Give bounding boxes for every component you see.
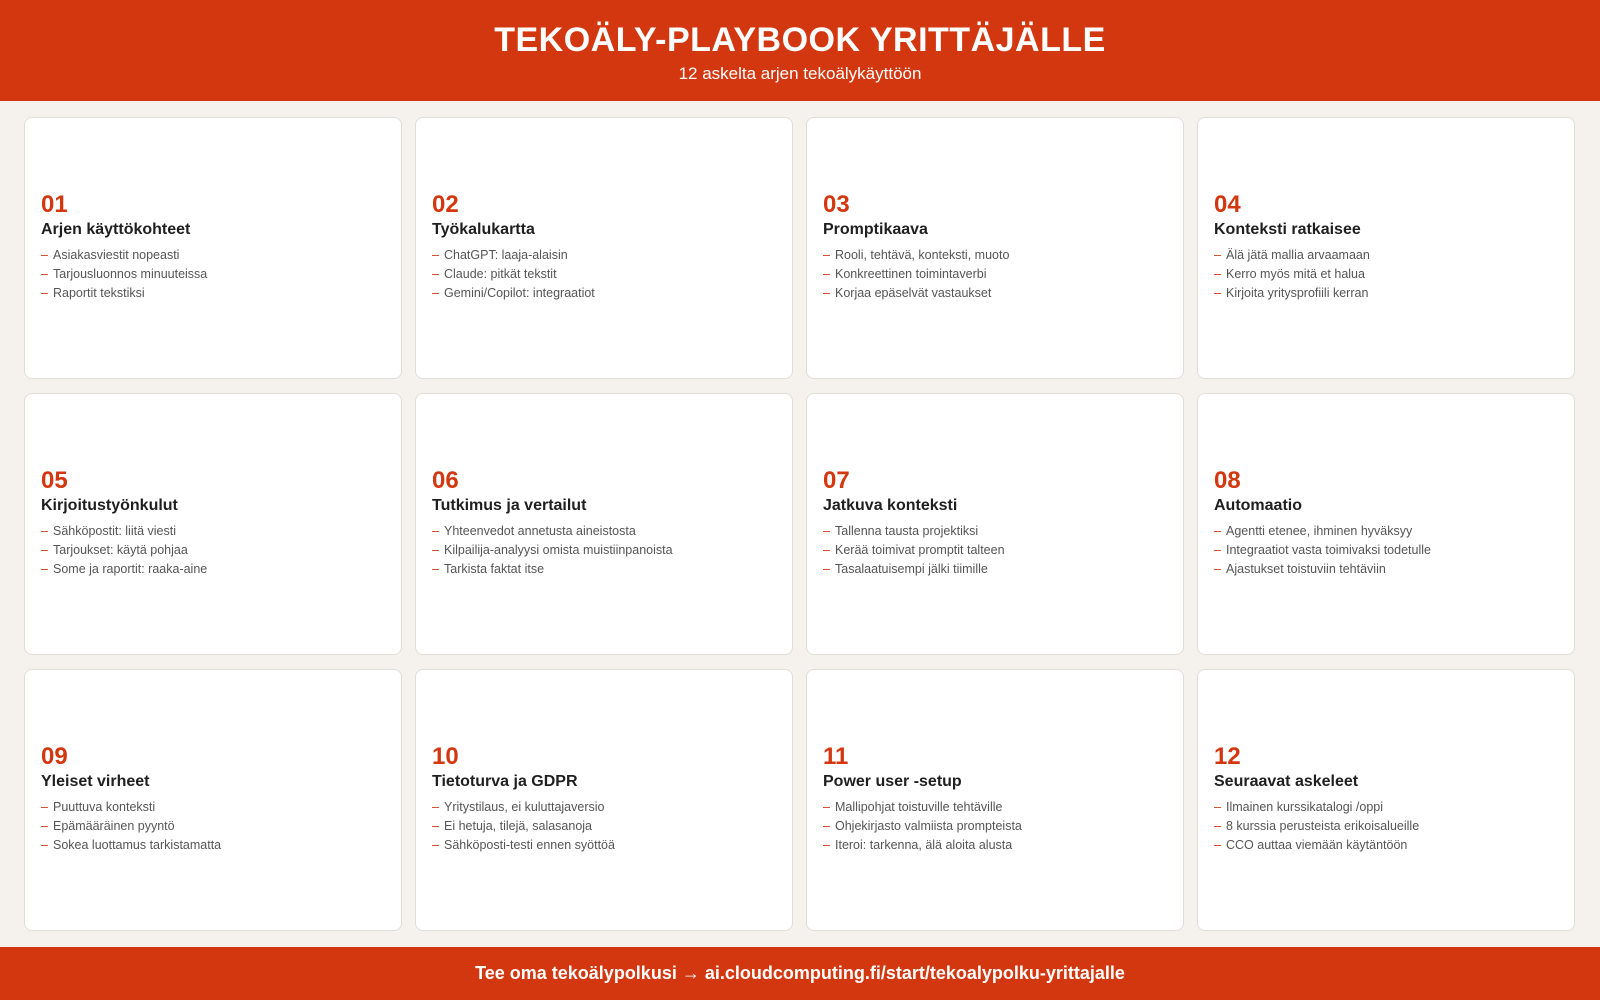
step-bullet-text: Ilmainen kurssikatalogi /oppi <box>1226 800 1384 814</box>
step-title: Tietoturva ja GDPR <box>432 773 578 790</box>
step-number: 05 <box>41 467 68 494</box>
step-bullet-item <box>1214 246 1558 265</box>
step-bullet-item <box>432 284 776 303</box>
step-card <box>24 117 402 379</box>
step-bullet-item <box>1214 836 1558 855</box>
step-bullet-text: Sähköposti-testi ennen syöttöä <box>444 838 615 852</box>
step-bullet-item <box>823 798 1167 817</box>
step-bullet-item <box>823 836 1167 855</box>
dash-bullet-icon: – <box>1214 819 1221 833</box>
dash-bullet-icon: – <box>41 248 48 262</box>
step-card <box>1197 393 1575 655</box>
step-card <box>415 117 793 379</box>
step-title: Automaatio <box>1214 497 1302 514</box>
step-bullet-list <box>41 798 385 855</box>
step-bullet-text: Iteroi: tarkenna, älä aloita alusta <box>835 838 1013 852</box>
step-title: Konteksti ratkaisee <box>1214 221 1361 238</box>
step-number: 02 <box>432 191 459 218</box>
step-bullet-text: Epämääräinen pyyntö <box>53 819 175 833</box>
dash-bullet-icon: – <box>1214 267 1221 281</box>
dash-bullet-icon: – <box>823 800 830 814</box>
step-bullet-text: 8 kurssia perusteista erikoisalueille <box>1226 819 1420 833</box>
step-bullet-list <box>432 798 776 855</box>
step-number: 03 <box>823 191 850 218</box>
step-bullet-item <box>41 265 385 284</box>
step-bullet-text: Kilpailija-analyysi omista muistiinpanoista <box>444 543 673 557</box>
step-title: Arjen käyttökohteet <box>41 221 191 238</box>
dash-bullet-icon: – <box>41 524 48 538</box>
step-card <box>415 669 793 931</box>
step-bullet-text: Sähköpostit: liitä viesti <box>53 524 176 538</box>
step-title: Jatkuva konteksti <box>823 497 958 514</box>
step-title: Seuraavat askeleet <box>1214 773 1359 790</box>
step-card <box>806 393 1184 655</box>
step-bullet-text: Ohjekirjasto valmiista prompteista <box>835 819 1022 833</box>
step-bullet-text: Integraatiot vasta toimivaksi todetulle <box>1226 543 1431 557</box>
step-bullet-text: ChatGPT: laaja-alaisin <box>444 248 568 262</box>
step-bullet-item <box>41 817 385 836</box>
step-bullet-item <box>1214 284 1558 303</box>
step-bullet-list <box>823 798 1167 855</box>
dash-bullet-icon: – <box>41 838 48 852</box>
dash-bullet-icon: – <box>1214 562 1221 576</box>
dash-bullet-icon: – <box>432 819 439 833</box>
step-bullet-list <box>823 522 1167 579</box>
step-bullet-item <box>823 522 1167 541</box>
dash-bullet-icon: – <box>823 562 830 576</box>
step-bullet-text: Yhteenvedot annetusta aineistosta <box>444 524 636 538</box>
step-bullet-list <box>1214 522 1558 579</box>
step-title: Kirjoitustyönkulut <box>41 497 178 514</box>
step-bullet-text: Tarjousluonnos minuuteissa <box>53 267 208 281</box>
dash-bullet-icon: – <box>823 524 830 538</box>
step-bullet-item <box>1214 541 1558 560</box>
step-bullet-text: Raportit tekstiksi <box>53 286 145 300</box>
step-bullet-item <box>1214 798 1558 817</box>
dash-bullet-icon: – <box>41 267 48 281</box>
step-bullet-item <box>41 284 385 303</box>
step-number: 07 <box>823 467 850 494</box>
step-card <box>1197 117 1575 379</box>
step-bullet-item <box>41 836 385 855</box>
step-bullet-item <box>432 246 776 265</box>
dash-bullet-icon: – <box>41 819 48 833</box>
step-bullet-list <box>432 522 776 579</box>
dash-bullet-icon: – <box>1214 524 1221 538</box>
step-bullet-text: Tallenna tausta projektiksi <box>835 524 979 538</box>
dash-bullet-icon: – <box>432 800 439 814</box>
dash-bullet-icon: – <box>41 543 48 557</box>
step-bullet-text: Tasalaatuisempi jälki tiimille <box>835 562 988 576</box>
step-bullet-item <box>1214 522 1558 541</box>
step-bullet-list <box>432 246 776 303</box>
step-bullet-item <box>823 560 1167 579</box>
step-bullet-list <box>41 246 385 303</box>
step-title: Promptikaava <box>823 221 928 238</box>
step-bullet-item <box>823 246 1167 265</box>
step-number: 09 <box>41 743 68 770</box>
step-bullet-text: Kerää toimivat promptit talteen <box>835 543 1005 557</box>
step-number: 10 <box>432 743 459 770</box>
step-bullet-item <box>1214 265 1558 284</box>
dash-bullet-icon: – <box>823 267 830 281</box>
footer-banner[interactable]: Tee oma tekoälypolkusi → ai.cloudcomputing.fi/start/tekoalypolku-yrittajalle <box>0 947 1600 1000</box>
dash-bullet-icon: – <box>823 838 830 852</box>
step-bullet-text: Kerro myös mitä et halua <box>1226 267 1365 281</box>
step-bullet-list <box>823 246 1167 303</box>
dash-bullet-icon: – <box>432 524 439 538</box>
dash-bullet-icon: – <box>823 286 830 300</box>
step-bullet-item <box>41 541 385 560</box>
dash-bullet-icon: – <box>1214 248 1221 262</box>
step-bullet-list <box>41 522 385 579</box>
dash-bullet-icon: – <box>432 838 439 852</box>
dash-bullet-icon: – <box>823 819 830 833</box>
step-bullet-item <box>432 798 776 817</box>
step-bullet-text: Ajastukset toistuviin tehtäviin <box>1226 562 1386 576</box>
page-header <box>0 0 1600 101</box>
step-bullet-text: Puuttuva konteksti <box>53 800 156 814</box>
step-bullet-list <box>1214 798 1558 855</box>
step-bullet-item <box>41 560 385 579</box>
dash-bullet-icon: – <box>432 286 439 300</box>
step-bullet-text: Konkreettinen toimintaverbi <box>835 267 987 281</box>
step-bullet-text: Agentti etenee, ihminen hyväksyy <box>1226 524 1413 538</box>
dash-bullet-icon: – <box>41 562 48 576</box>
dash-bullet-icon: – <box>823 248 830 262</box>
step-bullet-text: Gemini/Copilot: integraatiot <box>444 286 595 300</box>
step-number: 11 <box>823 743 849 770</box>
dash-bullet-icon: – <box>823 543 830 557</box>
step-card <box>415 393 793 655</box>
step-bullet-text: Älä jätä mallia arvaamaan <box>1226 248 1370 262</box>
step-title: Yleiset virheet <box>41 773 150 790</box>
step-bullet-item <box>432 560 776 579</box>
step-card <box>806 669 1184 931</box>
step-bullet-list <box>1214 246 1558 303</box>
dash-bullet-icon: – <box>432 248 439 262</box>
step-bullet-item <box>432 817 776 836</box>
step-bullet-item <box>41 798 385 817</box>
step-bullet-text: Some ja raportit: raaka-aine <box>53 562 208 576</box>
step-card <box>806 117 1184 379</box>
step-bullet-item <box>41 246 385 265</box>
steps-grid <box>24 117 1576 931</box>
step-bullet-item <box>1214 560 1558 579</box>
step-number: 08 <box>1214 467 1241 494</box>
step-bullet-item <box>823 541 1167 560</box>
step-title: Tutkimus ja vertailut <box>432 497 587 514</box>
dash-bullet-icon: – <box>1214 838 1221 852</box>
page-title: TEKOÄLY-PLAYBOOK YRITTÄJÄLLE <box>494 21 1106 59</box>
step-number: 04 <box>1214 191 1241 218</box>
step-bullet-text: Rooli, tehtävä, konteksti, muoto <box>835 248 1010 262</box>
step-bullet-text: Kirjoita yritysprofiili kerran <box>1226 286 1369 300</box>
step-title: Power user -setup <box>823 773 962 790</box>
dash-bullet-icon: – <box>432 267 439 281</box>
step-bullet-text: Yritystilaus, ei kuluttajaversio <box>444 800 605 814</box>
step-bullet-item <box>432 836 776 855</box>
step-bullet-text: Tarjoukset: käytä pohjaa <box>53 543 188 557</box>
step-bullet-text: Mallipohjat toistuville tehtäville <box>835 800 1003 814</box>
step-number: 06 <box>432 467 459 494</box>
dash-bullet-icon: – <box>432 562 439 576</box>
dash-bullet-icon: – <box>41 800 48 814</box>
dash-bullet-icon: – <box>1214 286 1221 300</box>
step-bullet-item <box>432 541 776 560</box>
step-card <box>1197 669 1575 931</box>
step-card <box>24 393 402 655</box>
step-bullet-text: Asiakasviestit nopeasti <box>53 248 180 262</box>
page-subtitle: 12 askelta arjen tekoälykäyttöön <box>678 64 922 83</box>
step-bullet-text: Tarkista faktat itse <box>444 562 545 576</box>
step-bullet-text: Sokea luottamus tarkistamatta <box>53 838 222 852</box>
step-bullet-item <box>823 265 1167 284</box>
step-bullet-item <box>823 817 1167 836</box>
step-bullet-item <box>1214 817 1558 836</box>
step-bullet-text: Claude: pitkät tekstit <box>444 267 557 281</box>
step-bullet-text: Ei hetuja, tilejä, salasanoja <box>444 819 593 833</box>
step-bullet-text: Korjaa epäselvät vastaukset <box>835 286 992 300</box>
dash-bullet-icon: – <box>1214 543 1221 557</box>
step-bullet-item <box>432 265 776 284</box>
step-bullet-item <box>823 284 1167 303</box>
step-number: 01 <box>41 191 68 218</box>
dash-bullet-icon: – <box>1214 800 1221 814</box>
step-bullet-text: CCO auttaa viemään käytäntöön <box>1226 838 1408 852</box>
step-title: Työkalukartta <box>432 221 535 238</box>
dash-bullet-icon: – <box>41 286 48 300</box>
step-bullet-item <box>432 522 776 541</box>
step-bullet-item <box>41 522 385 541</box>
dash-bullet-icon: – <box>432 543 439 557</box>
step-number: 12 <box>1214 743 1241 770</box>
step-card <box>24 669 402 931</box>
